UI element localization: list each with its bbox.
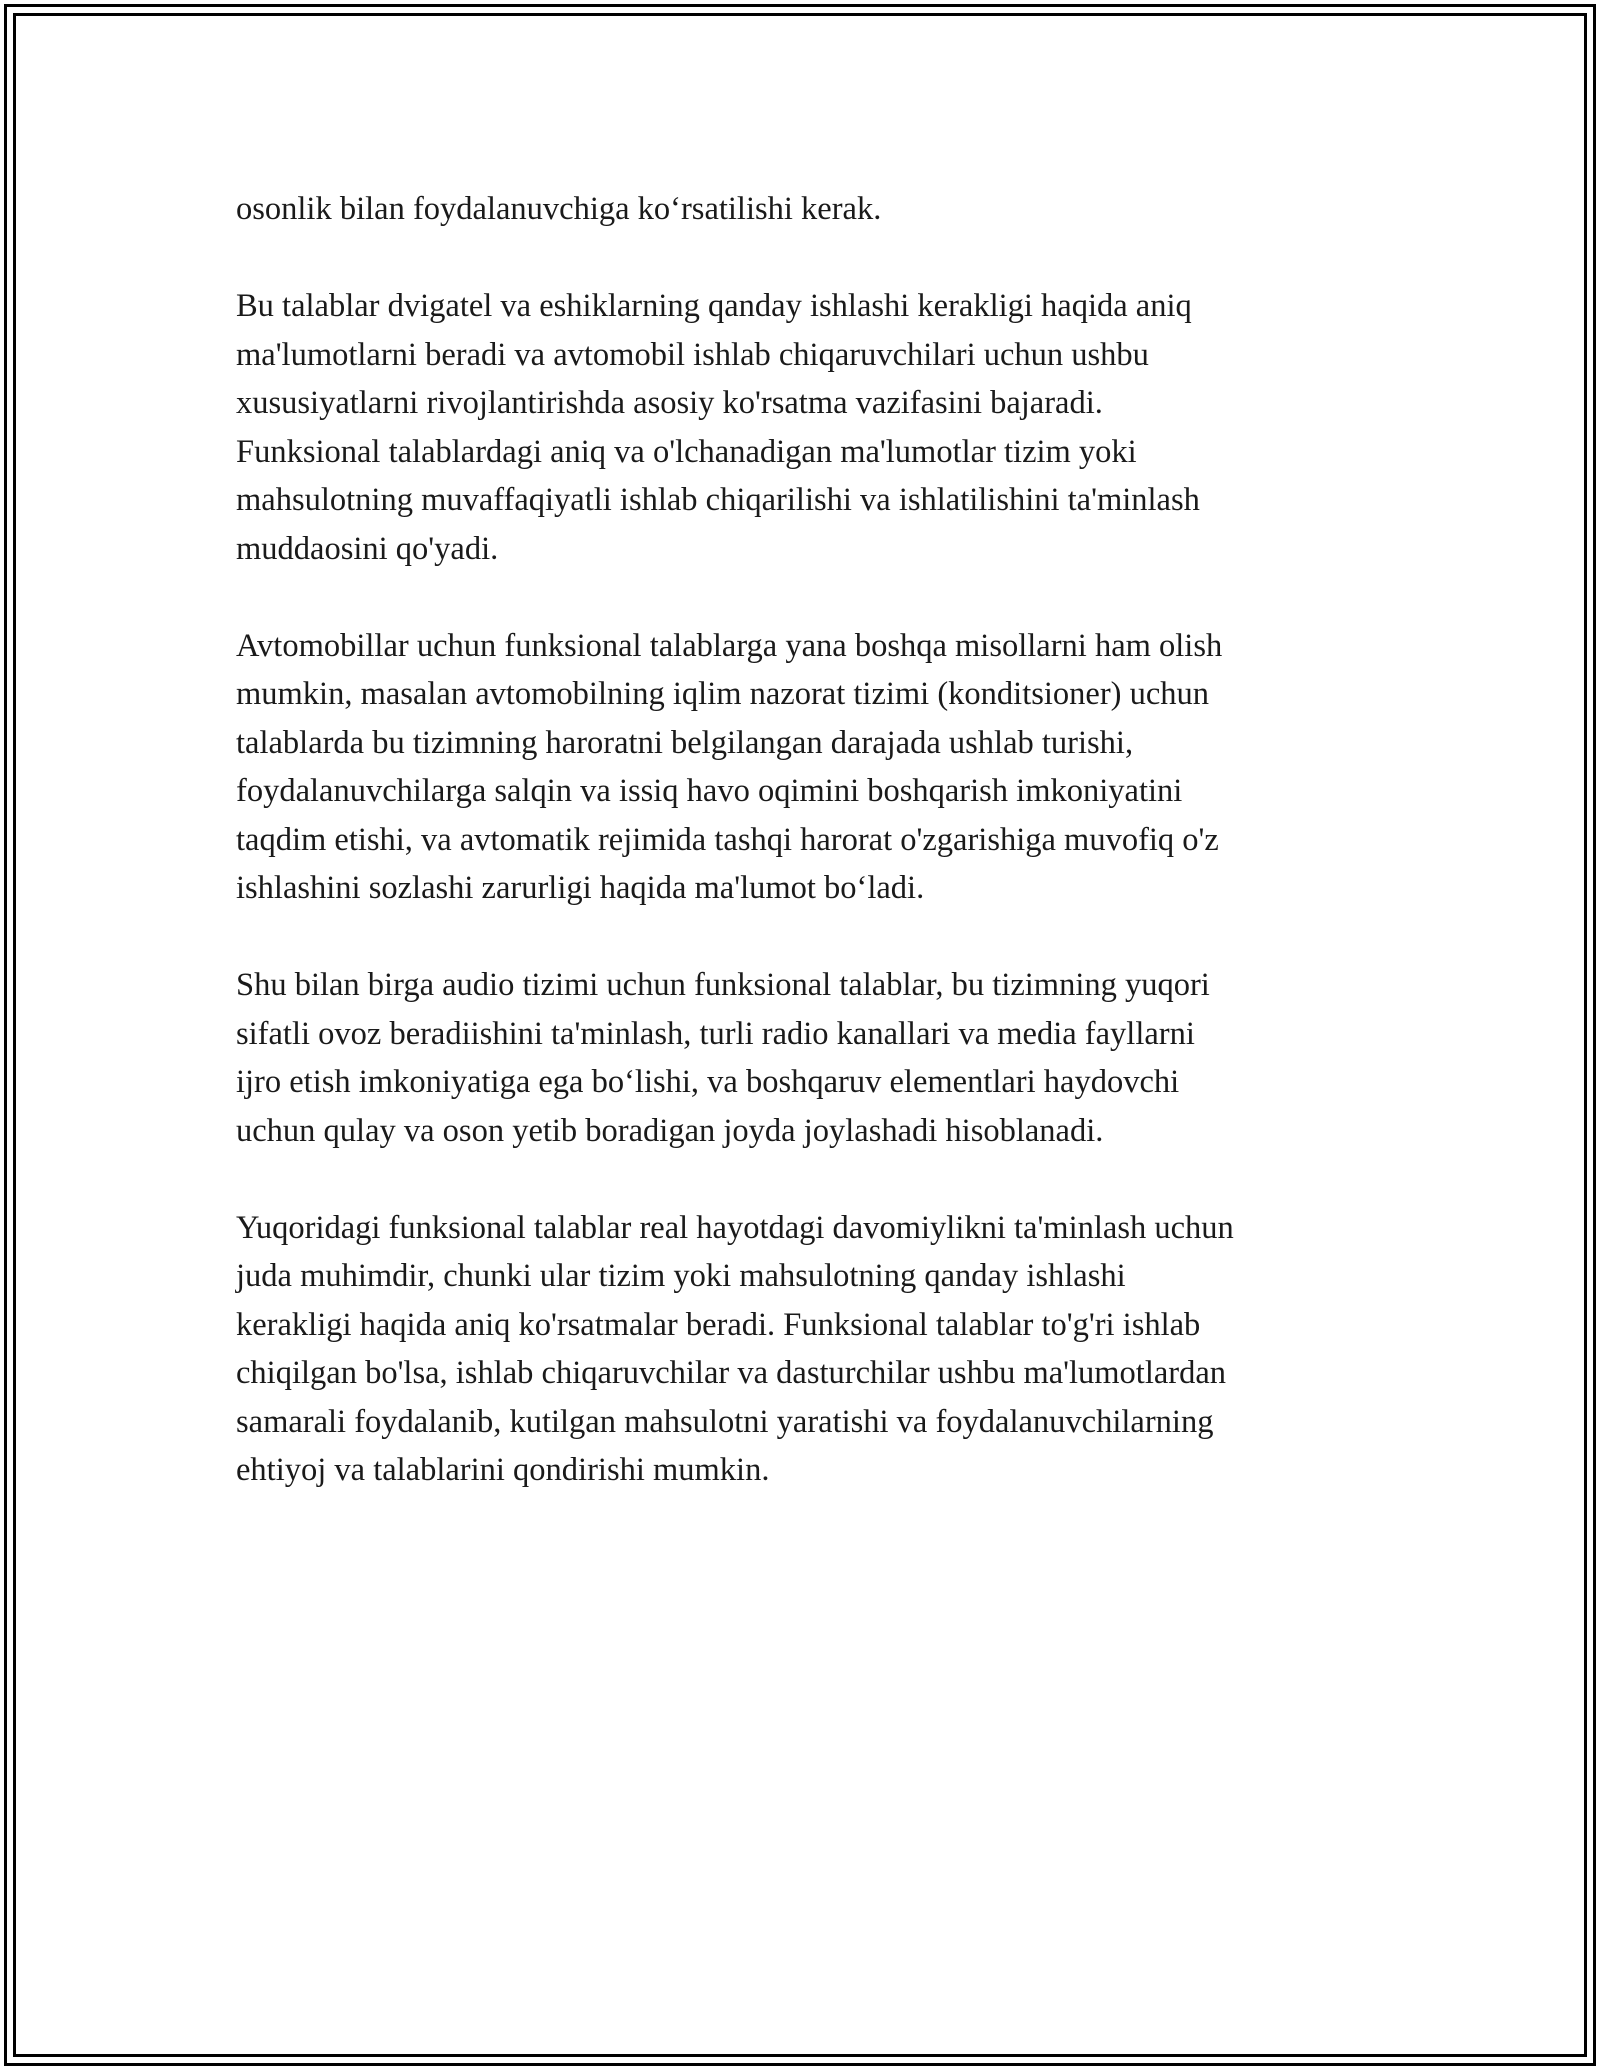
paragraph-continuation: osonlik bilan foydalanuvchiga ko‘rsatilishi kerak. <box>236 191 882 227</box>
paragraph-audio-system: Shu bilan birga audio tizimi uchun funksional talablar, bu tizimning yuqori sifatli ovoz beradiishini ta'minlash, turli radio kanallari va media fayllarni ijro etish imkoniyatiga ega bo‘lishi, va boshqaruv elementlari haydovchi uchun qulay va oson yetib boradigan joyda joylashadi hisoblanadi. <box>236 967 1210 1149</box>
paragraph-climate-control: Avtomobillar uchun funksional talablarga yana boshqa misollarni ham olish mumkin, masalan avtomobilning iqlim nazorat tizimi (konditsioner) uchun talablarda bu tizimning haroratni belgilangan darajada ushlab turishi, foydalanuvchilarga salqin va issiq havo oqimini boshqarish imkoniyatini taqdim etishi, va avtomatik rejimida tashqi harorat o'zgarishiga muvofiq o'z ishlashini sozlashi zarurligi haqida ma'lumot bo‘ladi. <box>236 627 1223 906</box>
paragraph-engine-doors: Bu talablar dvigatel va eshiklarning qanday ishlashi kerakligi haqida aniq ma'lumotlarni beradi va avtomobil ishlab chiqaruvchilari uchun ushbu xususiyatlarni rivojlantirishda asosiy ko'rsatma vazifasini bajaradi. Funksional talablardagi aniq va o'lchanadigan ma'lumotlar tizim yoki mahsulotning muvaffaqiyatli ishlab chiqarilishi va ishlatilishini ta'minlash muddaosini qo'yadi. <box>236 288 1200 567</box>
document-body <box>236 185 1386 1543</box>
paragraph-conclusion: Yuqoridagi funksional talablar real hayotdagi davomiylikni ta'minlash uchun juda muhimdir, chunki ular tizim yoki mahsulotning qanday ishlashi kerakligi haqida aniq ko'rsatmalar beradi. Funksional talablar to'g'ri ishlab chiqilgan bo'lsa, ishlab chiqaruvchilar va dasturchilar ushbu ma'lumotlardan samarali foydalanib, kutilgan mahsulotni yaratishi va foydalanuvchilarning ehtiyoj va talablarini qondirishi mumkin. <box>236 1209 1234 1488</box>
